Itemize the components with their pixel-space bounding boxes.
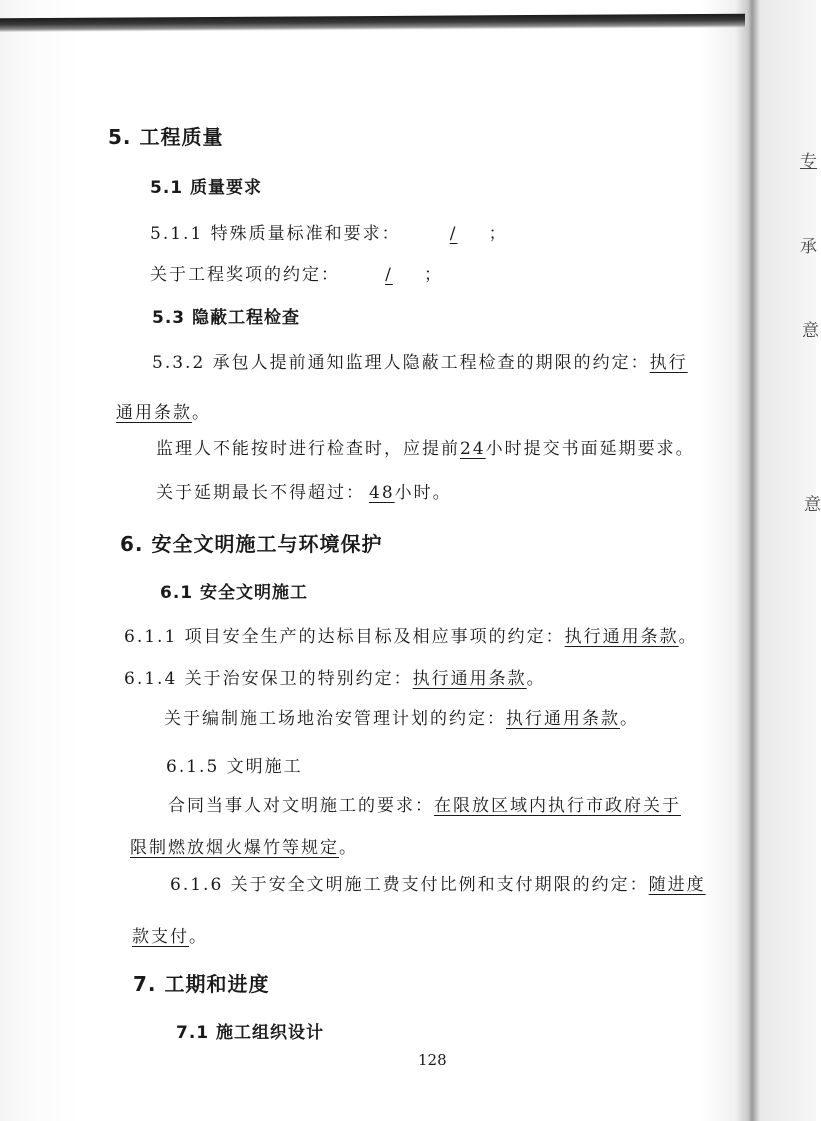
clause-5-3-2	[152, 348, 688, 373]
clause-6-1-6	[170, 870, 706, 895]
clause-5-1-1	[150, 219, 508, 244]
clause-label: 合同当事人对文明施工的要求：	[168, 796, 434, 816]
clause-label: 关于延期最长不得超过：	[156, 483, 365, 503]
page-number: 128	[418, 1051, 447, 1069]
clause-6-1-6-cont	[132, 922, 208, 947]
clause-end: ；	[488, 224, 508, 244]
clause-label: 关于工程奖项的约定：	[150, 265, 340, 285]
clause-end: 。	[620, 709, 639, 729]
civilized-requirement-cont	[130, 833, 358, 858]
clause-value: 48	[369, 483, 395, 503]
clause-end: 。	[192, 403, 211, 423]
heading-5-3: 5.3 隐蔽工程检查	[152, 308, 301, 328]
clause-label: 小时提交书面延期要求。	[485, 439, 695, 459]
clause-label: 6.1.4 关于治安保卫的特别约定：	[124, 669, 413, 689]
clause-value: 执行通用条款	[412, 669, 527, 689]
clause-value: 随进度	[648, 875, 706, 895]
clause-value: 款支付	[132, 927, 189, 947]
clause-end: 小时。	[394, 483, 452, 503]
clause-value: 执行通用条款	[506, 709, 620, 729]
clause-end: ；	[424, 265, 443, 285]
delay-max	[156, 478, 452, 503]
clause-6-1-4	[124, 664, 546, 689]
heading-5: 5. 工程质量	[108, 125, 224, 149]
heading-7: 7. 工期和进度	[133, 972, 270, 996]
clause-value: 通用条款	[116, 403, 192, 423]
delay-request	[156, 434, 695, 459]
clause-value: /	[385, 265, 393, 285]
heading-5-1: 5.1 质量要求	[150, 178, 263, 198]
clause-label: 6.1.6 关于安全文明施工费支付比例和支付期限的约定：	[170, 875, 649, 895]
heading-6-1: 6.1 安全文明施工	[160, 583, 309, 603]
clause-5-3-2-cont	[116, 398, 211, 423]
clause-value: 在限放区域内执行市政府关于	[434, 796, 681, 816]
scan-top-edge	[0, 14, 745, 33]
heading-6-1-5: 6.1.5 文明施工	[166, 757, 303, 777]
clause-label: 监理人不能按时进行检查时，应提前	[156, 439, 460, 459]
clause-end: 。	[339, 838, 358, 858]
clause-value: 24	[460, 439, 486, 459]
clause-value: 执行	[649, 353, 688, 373]
heading-7-1: 7.1 施工组织设计	[176, 1023, 325, 1043]
clause-value: 执行通用条款	[564, 627, 679, 647]
clause-label: 关于编制施工场地治安管理计划的约定：	[164, 709, 506, 729]
award-clause	[150, 260, 443, 285]
clause-end: 。	[189, 927, 208, 947]
next-page-fragment: 意	[804, 495, 821, 515]
clause-6-1-1	[124, 622, 698, 647]
civilized-requirement	[168, 791, 681, 816]
next-page-fragment: 专	[800, 152, 817, 172]
clause-value: /	[449, 224, 458, 244]
clause-label: 5.3.2 承包人提前通知监理人隐蔽工程检查的期限的约定：	[152, 353, 650, 373]
clause-label: 6.1.1 项目安全生产的达标目标及相应事项的约定：	[124, 627, 565, 647]
security-plan	[164, 704, 639, 729]
clause-label: 5.1.1 特殊质量标准和要求：	[150, 224, 401, 244]
clause-value: 限制燃放烟火爆竹等规定	[130, 838, 339, 858]
clause-end: 。	[526, 669, 546, 689]
next-page-fragment: 意	[802, 321, 819, 341]
clause-end: 。	[678, 627, 698, 647]
heading-6: 6. 安全文明施工与环境保护	[120, 532, 383, 556]
next-page-fragment: 承	[800, 237, 817, 257]
